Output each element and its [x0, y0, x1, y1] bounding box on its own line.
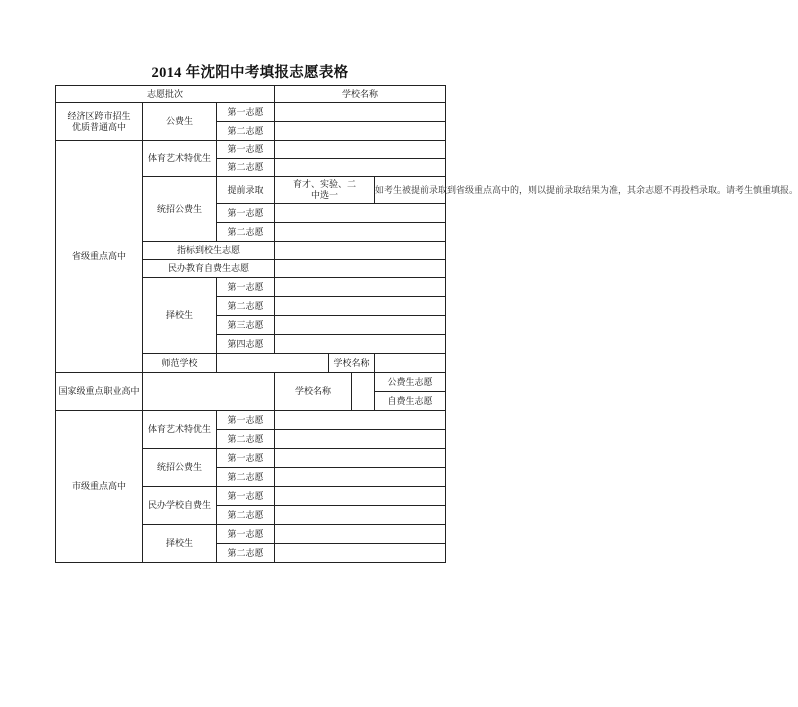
section-shengji: 省级重点高中	[56, 141, 143, 373]
shifan-input-cell[interactable]	[217, 354, 329, 373]
tiqian-note-line2: 中选一	[311, 190, 339, 200]
choice-label: 第一志愿	[217, 487, 275, 506]
school-input-cell[interactable]	[275, 278, 446, 297]
choice-label: 第二志愿	[217, 430, 275, 449]
school-input-cell[interactable]	[275, 430, 446, 449]
school-input-cell[interactable]	[275, 487, 446, 506]
choice-label: 第二志愿	[217, 223, 275, 242]
school-input-cell[interactable]	[275, 159, 446, 177]
school-input-cell[interactable]	[275, 103, 446, 122]
section-shifan: 师范学校	[143, 354, 217, 373]
school-name-input-cell[interactable]	[375, 354, 446, 373]
category-tiyu: 体育艺术特优生	[143, 141, 217, 177]
table-row	[56, 103, 446, 122]
category-tiyu: 体育艺术特优生	[143, 411, 217, 449]
label-tiqian: 提前录取	[217, 177, 275, 204]
school-input-cell[interactable]	[275, 411, 446, 430]
section-jingji-line2: 优质普通高中	[71, 121, 126, 132]
choice-label: 第二志愿	[217, 506, 275, 525]
school-input-cell[interactable]	[275, 260, 446, 278]
school-input-cell[interactable]	[275, 223, 446, 242]
header-row	[56, 86, 446, 103]
school-input-cell[interactable]	[275, 506, 446, 525]
school-input-cell[interactable]	[275, 544, 446, 563]
label-school-name: 学校名称	[275, 373, 352, 411]
choice-label: 第二志愿	[217, 297, 275, 316]
choice-label: 第一志愿	[217, 141, 275, 159]
label-school-name: 学校名称	[329, 354, 375, 373]
category-minban-school: 民办学校自费生	[143, 487, 217, 525]
school-input-cell[interactable]	[275, 141, 446, 159]
choice-label: 第二志愿	[217, 159, 275, 177]
school-input-cell[interactable]	[275, 525, 446, 544]
choice-label: 第一志愿	[217, 525, 275, 544]
page-title: 2014 年沈阳中考填报志愿表格	[151, 65, 349, 81]
tiqian-note-line1: 育才、实验、二	[293, 179, 357, 189]
header-batch: 志愿批次	[56, 86, 275, 103]
label-minban: 民办教育自费生志愿	[143, 260, 275, 278]
school-name-input-cell[interactable]	[352, 373, 375, 411]
tiqian-note	[275, 177, 375, 204]
choice-label: 第一志愿	[217, 204, 275, 223]
category-zexiao: 择校生	[143, 278, 217, 354]
section-jingji	[56, 103, 143, 141]
category-zexiao: 择校生	[143, 525, 217, 563]
section-shiji: 市级重点高中	[56, 411, 143, 563]
choice-label: 第一志愿	[217, 411, 275, 430]
application-form-table	[55, 85, 798, 563]
school-input-cell[interactable]	[275, 449, 446, 468]
table-row	[56, 411, 446, 430]
table-row	[56, 373, 446, 392]
school-input-cell[interactable]	[275, 468, 446, 487]
school-input-cell[interactable]	[275, 316, 446, 335]
section-guojia: 国家级重点职业高中	[56, 373, 143, 411]
label-gongfei-zhiyuan: 公费生志愿	[375, 373, 446, 392]
choice-label: 第一志愿	[217, 278, 275, 297]
choice-label: 第三志愿	[217, 316, 275, 335]
guojia-input-cell[interactable]	[143, 373, 275, 411]
choice-label: 第一志愿	[217, 103, 275, 122]
school-input-cell[interactable]	[275, 297, 446, 316]
label-zifei-zhiyuan: 自费生志愿	[375, 392, 446, 411]
header-school-name: 学校名称	[275, 86, 446, 103]
category-gongfei: 公费生	[143, 103, 217, 141]
choice-label: 第二志愿	[217, 468, 275, 487]
fine-print: 如考生被提前录取到省级重点高中的，则以提前录取结果为准，其余志愿不再投档录取。请考生慎重填报。	[375, 177, 446, 204]
table-row	[56, 141, 446, 159]
school-input-cell[interactable]	[275, 335, 446, 354]
section-jingji-line1: 经济区跨市招生	[67, 110, 131, 121]
category-tongzhao: 统招公费生	[143, 177, 217, 242]
choice-label: 第二志愿	[217, 544, 275, 563]
choice-label: 第四志愿	[217, 335, 275, 354]
category-tongzhao: 统招公费生	[143, 449, 217, 487]
label-zhibiao: 指标到校生志愿	[143, 242, 275, 260]
choice-label: 第二志愿	[217, 122, 275, 141]
choice-label: 第一志愿	[217, 449, 275, 468]
school-input-cell[interactable]	[275, 204, 446, 223]
school-input-cell[interactable]	[275, 242, 446, 260]
school-input-cell[interactable]	[275, 122, 446, 141]
